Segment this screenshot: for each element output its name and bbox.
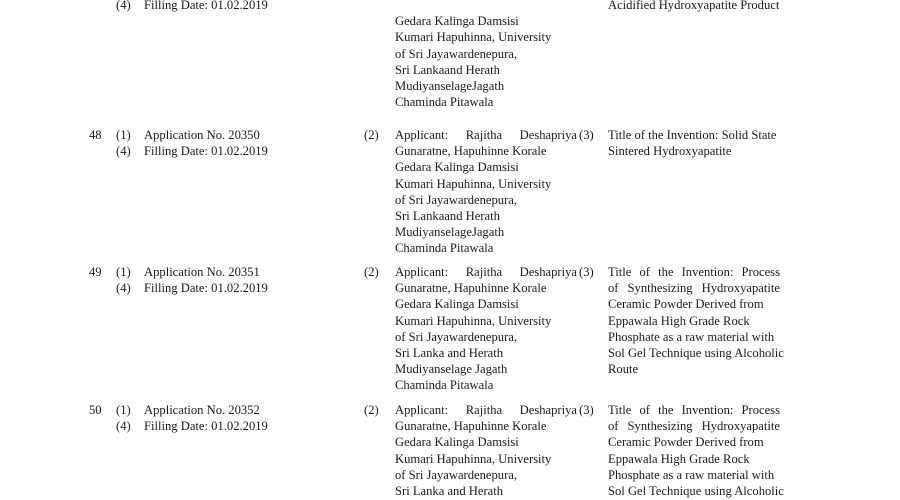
invention-title-block bbox=[608, 0, 780, 13]
applicant-block bbox=[395, 264, 577, 394]
invention-title-line: Route bbox=[608, 362, 639, 377]
invention-title-block bbox=[608, 264, 784, 377]
applicant-line: Kumari Hapuhinna, University bbox=[395, 313, 552, 328]
applicant-line: Kumari Hapuhinna, University bbox=[395, 451, 552, 466]
applicant-block bbox=[395, 127, 577, 257]
invention-title-line: Eppawala High Grade Rock bbox=[608, 313, 750, 328]
invention-title-block bbox=[608, 402, 784, 499]
applicant-line: Gunaratne, Hapuhinne Korale bbox=[395, 144, 547, 159]
applicant-marker: (2) bbox=[364, 128, 379, 142]
applicant-line: Mudiyanselage Jagath bbox=[395, 362, 508, 377]
filing-date: Filling Date: 01.02.2019 bbox=[144, 144, 268, 159]
applicant-line: Sri Lanka and Herath bbox=[395, 346, 504, 361]
filing-date-marker: (4) bbox=[116, 281, 131, 296]
invention-title-line: Title of the Invention: Process bbox=[608, 265, 780, 279]
invention-title-line: Phosphate as a raw material with bbox=[608, 467, 775, 482]
applicant-line: Gedara Kalinga Damsisi bbox=[395, 435, 519, 450]
filing-date-marker: (4) bbox=[116, 0, 131, 12]
applicant-line: Kumari Hapuhinna, University bbox=[395, 176, 552, 191]
filing-date: Filling Date: 01.02.2019 bbox=[144, 0, 268, 12]
invention-title-line: Phosphate as a raw material with bbox=[608, 329, 775, 344]
applicant-line: Applicant: Rajitha Deshapriya bbox=[395, 128, 577, 142]
filing-date: Filling Date: 01.02.2019 bbox=[144, 419, 268, 434]
applicant-line: Sri Lankaand Herath bbox=[395, 62, 500, 77]
invention-title-line: of Synthesizing Hydroxyapatite bbox=[608, 281, 780, 296]
applicant-line: Chaminda Pitawala bbox=[395, 95, 494, 110]
applicant-line: Gunaratne, Hapuhinne Korale bbox=[395, 281, 547, 296]
invention-title-line: Title of the Invention: Solid State bbox=[608, 128, 777, 142]
applicant-line: Applicant: Rajitha Deshapriya bbox=[395, 265, 577, 279]
applicant-line: Gedara Kalinga Damsisi bbox=[395, 297, 519, 312]
application-number-marker: (1) bbox=[116, 265, 131, 279]
invention-title-line: Sol Gel Technique using Alcoholic bbox=[608, 484, 784, 499]
invention-title-line: Ceramic Powder Derived from bbox=[608, 435, 764, 450]
filing-date: Filling Date: 01.02.2019 bbox=[144, 281, 268, 296]
invention-title-line: Sintered Hydroxyapatite bbox=[608, 144, 732, 159]
applicant-marker: (2) bbox=[364, 403, 379, 417]
applicant-line: of Sri Jayawardenepura, bbox=[395, 329, 518, 344]
applicant-line: Kumari Hapuhinna, University bbox=[395, 30, 552, 45]
invention-title-block bbox=[608, 127, 780, 159]
application-number-marker: (1) bbox=[116, 128, 131, 142]
applicant-line: Gedara Kalinga Damsisi bbox=[395, 160, 519, 175]
invention-title-line: Title of the Invention: Process bbox=[608, 403, 780, 417]
invention-title-line: Eppawala High Grade Rock bbox=[608, 451, 750, 466]
filing-date-marker: (4) bbox=[116, 419, 131, 434]
applicant-line: Gedara Kalinga Damsisi bbox=[395, 14, 519, 29]
application-number: Application No. 20351 bbox=[144, 265, 260, 279]
applicant-line: MudiyanselageJagath bbox=[395, 225, 505, 240]
applicant-marker: (2) bbox=[364, 265, 379, 279]
applicant-line: of Sri Jayawardenepura, bbox=[395, 467, 518, 482]
invention-title-line: Sol Gel Technique using Alcoholic bbox=[608, 346, 784, 361]
applicant-line: MudiyanselageJagath bbox=[395, 79, 505, 93]
applicant-line: of Sri Jayawardenepura, bbox=[395, 46, 518, 61]
applicant-line: Sri Lankaand Herath bbox=[395, 209, 500, 224]
application-number-marker: (1) bbox=[116, 403, 131, 417]
invention-title-line: Ceramic Powder Derived from bbox=[608, 297, 764, 312]
applicant-line: Gunaratne, Hapuhinne Korale bbox=[395, 419, 547, 434]
title-marker: (3) bbox=[579, 265, 594, 279]
applicant-line: Sri Lanka and Herath bbox=[395, 484, 504, 499]
applicant-line: of Sri Jayawardenepura, bbox=[395, 192, 518, 207]
entry-number: 48 bbox=[89, 128, 102, 142]
invention-title-line: Acidified Hydroxyapatite Product bbox=[608, 0, 780, 12]
entry-number: 50 bbox=[89, 403, 102, 417]
title-marker: (3) bbox=[579, 128, 594, 142]
applicant-line: Applicant: Rajitha Deshapriya bbox=[395, 403, 577, 417]
applicant-line: Chaminda Pitawala bbox=[395, 378, 494, 393]
application-number: Application No. 20350 bbox=[144, 128, 260, 142]
entry-number: 49 bbox=[89, 265, 102, 279]
filing-date-marker: (4) bbox=[116, 144, 131, 159]
invention-title-line: of Synthesizing Hydroxyapatite bbox=[608, 419, 780, 434]
application-number: Application No. 20352 bbox=[144, 403, 260, 417]
applicant-block bbox=[395, 402, 577, 499]
applicant-line: Chaminda Pitawala bbox=[395, 241, 494, 256]
title-marker: (3) bbox=[579, 403, 594, 417]
